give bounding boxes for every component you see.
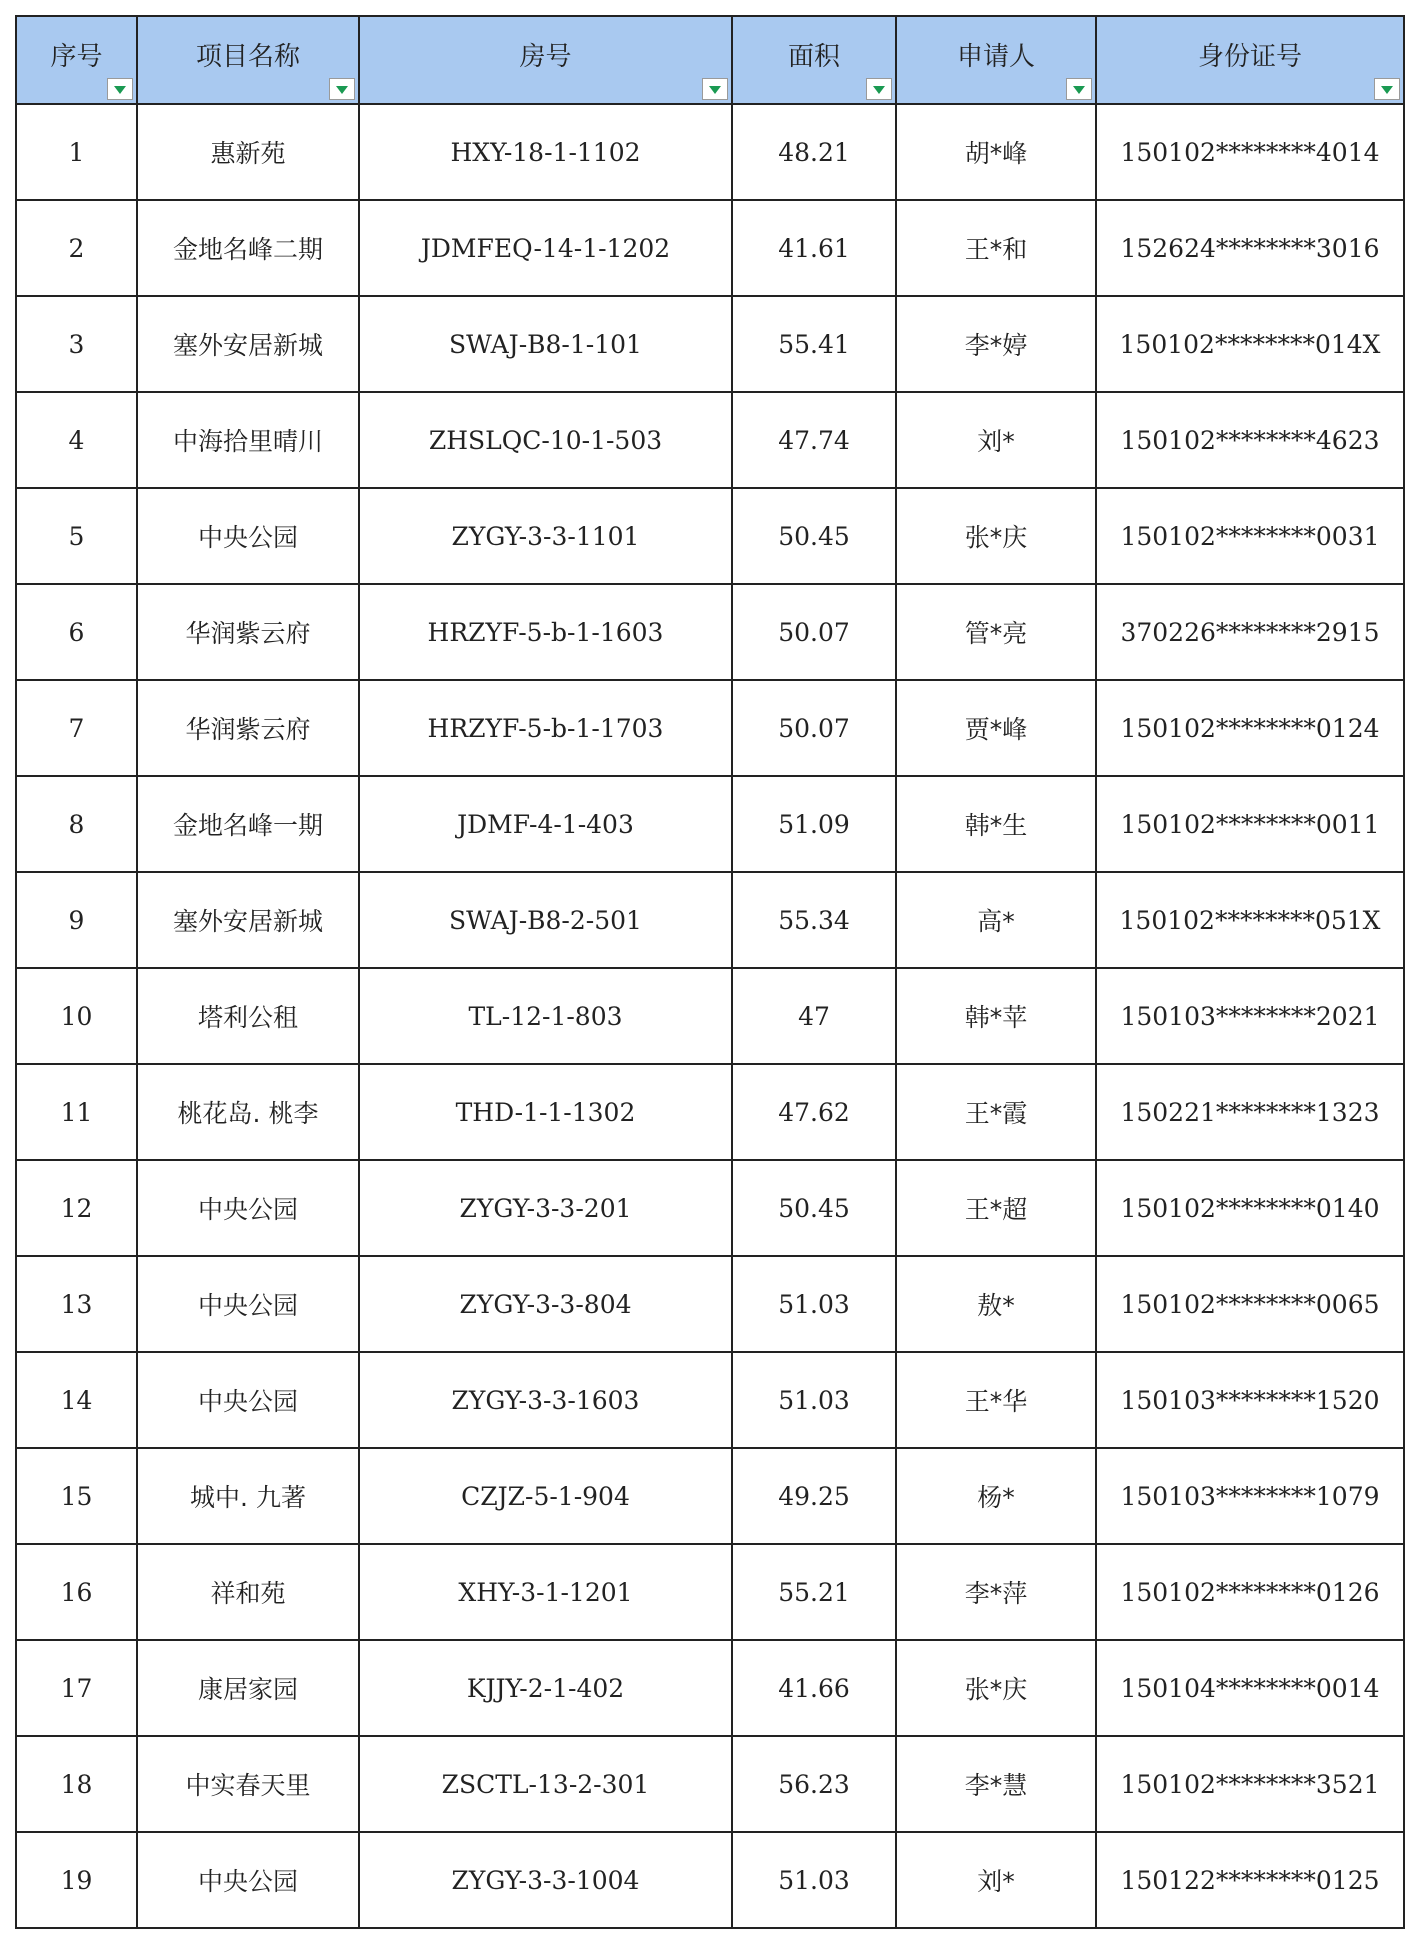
cell-applicant[interactable]: 李*婷 (896, 296, 1096, 392)
cell-no[interactable]: 10 (16, 968, 137, 1064)
cell-applicant[interactable]: 李*慧 (896, 1736, 1096, 1832)
filter-dropdown-icon[interactable] (1066, 78, 1092, 100)
cell-id-number[interactable]: 150102********4014 (1096, 104, 1404, 200)
cell-project[interactable]: 华润紫云府 (137, 584, 359, 680)
cell-id-number[interactable]: 150221********1323 (1096, 1064, 1404, 1160)
cell-applicant[interactable]: 敖* (896, 1256, 1096, 1352)
cell-applicant[interactable]: 韩*苹 (896, 968, 1096, 1064)
header-area (732, 16, 896, 104)
cell-no[interactable]: 18 (16, 1736, 137, 1832)
table-row (16, 296, 1404, 392)
cell-room[interactable]: ZHSLQC-10-1-503 (359, 392, 732, 488)
cell-area[interactable]: 48.21 (732, 104, 896, 200)
header-room (359, 16, 732, 104)
cell-area[interactable]: 47 (732, 968, 896, 1064)
cell-room[interactable]: ZYGY-3-3-804 (359, 1256, 732, 1352)
cell-id-number[interactable]: 150102********051X (1096, 872, 1404, 968)
header-label: 申请人 (956, 41, 1035, 72)
cell-id-number[interactable]: 150102********3521 (1096, 1736, 1404, 1832)
cell-applicant[interactable]: 管*亮 (896, 584, 1096, 680)
cell-applicant[interactable]: 张*庆 (896, 1640, 1096, 1736)
header-label: 房号 (519, 41, 572, 72)
header-id-number (1096, 16, 1404, 104)
cell-project[interactable]: 金地名峰一期 (137, 776, 359, 872)
cell-area[interactable]: 41.61 (732, 200, 896, 296)
cell-area[interactable]: 51.03 (732, 1352, 896, 1448)
table-row (16, 872, 1404, 968)
table-row (16, 104, 1404, 200)
table-row (16, 1448, 1404, 1544)
cell-room[interactable]: CZJZ-5-1-904 (359, 1448, 732, 1544)
header-label: 身份证号 (1197, 41, 1302, 72)
table-row (16, 776, 1404, 872)
cell-no[interactable]: 17 (16, 1640, 137, 1736)
cell-project[interactable]: 康居家园 (137, 1640, 359, 1736)
cell-id-number[interactable]: 150102********0065 (1096, 1256, 1404, 1352)
cell-no[interactable]: 6 (16, 584, 137, 680)
cell-id-number[interactable]: 152624********3016 (1096, 200, 1404, 296)
table-row (16, 680, 1404, 776)
cell-area[interactable]: 51.03 (732, 1256, 896, 1352)
table-row (16, 1064, 1404, 1160)
cell-no[interactable]: 13 (16, 1256, 137, 1352)
cell-applicant[interactable]: 刘* (896, 1832, 1096, 1928)
cell-room[interactable]: ZYGY-3-3-1004 (359, 1832, 732, 1928)
cell-no[interactable]: 4 (16, 392, 137, 488)
cell-room[interactable]: HRZYF-5-b-1-1703 (359, 680, 732, 776)
cell-id-number[interactable]: 150103********1520 (1096, 1352, 1404, 1448)
cell-id-number[interactable]: 150102********014X (1096, 296, 1404, 392)
cell-id-number[interactable]: 370226********2915 (1096, 584, 1404, 680)
cell-id-number[interactable]: 150102********0011 (1096, 776, 1404, 872)
cell-id-number[interactable]: 150102********4623 (1096, 392, 1404, 488)
table-row (16, 1544, 1404, 1640)
cell-room[interactable]: ZYGY-3-3-201 (359, 1160, 732, 1256)
table-row (16, 1736, 1404, 1832)
cell-applicant[interactable]: 胡*峰 (896, 104, 1096, 200)
table-row (16, 1640, 1404, 1736)
cell-project[interactable]: 祥和苑 (137, 1544, 359, 1640)
cell-room[interactable]: JDMFEQ-14-1-1202 (359, 200, 732, 296)
table-row (16, 1352, 1404, 1448)
header-label: 面积 (787, 41, 840, 72)
cell-area[interactable]: 51.09 (732, 776, 896, 872)
cell-room[interactable]: ZSCTL-13-2-301 (359, 1736, 732, 1832)
cell-project[interactable]: 中实春天里 (137, 1736, 359, 1832)
cell-room[interactable]: JDMF-4-1-403 (359, 776, 732, 872)
cell-project[interactable]: 中央公园 (137, 488, 359, 584)
cell-applicant[interactable]: 高* (896, 872, 1096, 968)
cell-project[interactable]: 中央公园 (137, 1256, 359, 1352)
table-row (16, 968, 1404, 1064)
table-row (16, 488, 1404, 584)
table-row (16, 200, 1404, 296)
cell-id-number[interactable]: 150104********0014 (1096, 1640, 1404, 1736)
cell-no[interactable]: 11 (16, 1064, 137, 1160)
table-row (16, 1832, 1404, 1928)
cell-no[interactable]: 15 (16, 1448, 137, 1544)
cell-id-number[interactable]: 150103********2021 (1096, 968, 1404, 1064)
cell-room[interactable]: SWAJ-B8-2-501 (359, 872, 732, 968)
table-row (16, 392, 1404, 488)
header-applicant (896, 16, 1096, 104)
cell-area[interactable]: 50.07 (732, 584, 896, 680)
cell-id-number[interactable]: 150102********0126 (1096, 1544, 1404, 1640)
filter-dropdown-icon[interactable] (702, 78, 728, 100)
allocation-table (15, 15, 1405, 1929)
cell-area[interactable]: 47.74 (732, 392, 896, 488)
cell-no[interactable]: 8 (16, 776, 137, 872)
cell-area[interactable]: 50.07 (732, 680, 896, 776)
cell-room[interactable]: HRZYF-5-b-1-1603 (359, 584, 732, 680)
cell-applicant[interactable]: 韩*生 (896, 776, 1096, 872)
cell-room[interactable]: ZYGY-3-3-1101 (359, 488, 732, 584)
cell-project[interactable]: 塞外安居新城 (137, 872, 359, 968)
table-row (16, 1160, 1404, 1256)
cell-applicant[interactable]: 刘* (896, 392, 1096, 488)
cell-project[interactable]: 中央公园 (137, 1160, 359, 1256)
cell-area[interactable]: 47.62 (732, 1064, 896, 1160)
cell-applicant[interactable]: 杨* (896, 1448, 1096, 1544)
cell-project[interactable]: 华润紫云府 (137, 680, 359, 776)
cell-room[interactable]: XHY-3-1-1201 (359, 1544, 732, 1640)
cell-project[interactable]: 中央公园 (137, 1352, 359, 1448)
cell-id-number[interactable]: 150122********0125 (1096, 1832, 1404, 1928)
cell-applicant[interactable]: 王*华 (896, 1352, 1096, 1448)
cell-no[interactable]: 2 (16, 200, 137, 296)
cell-no[interactable]: 12 (16, 1160, 137, 1256)
cell-no[interactable]: 14 (16, 1352, 137, 1448)
header-row (16, 16, 1404, 104)
cell-area[interactable]: 50.45 (732, 488, 896, 584)
cell-room[interactable]: TL-12-1-803 (359, 968, 732, 1064)
cell-applicant[interactable]: 李*萍 (896, 1544, 1096, 1640)
cell-room[interactable]: HXY-18-1-1102 (359, 104, 732, 200)
cell-applicant[interactable]: 王*超 (896, 1160, 1096, 1256)
cell-applicant[interactable]: 张*庆 (896, 488, 1096, 584)
filter-dropdown-icon[interactable] (329, 78, 355, 100)
cell-project[interactable]: 金地名峰二期 (137, 200, 359, 296)
cell-area[interactable]: 55.21 (732, 1544, 896, 1640)
cell-area[interactable]: 50.45 (732, 1160, 896, 1256)
table-body (16, 104, 1404, 1928)
cell-project[interactable]: 中海拾里晴川 (137, 392, 359, 488)
cell-id-number[interactable]: 150103********1079 (1096, 1448, 1404, 1544)
filter-dropdown-icon[interactable] (866, 78, 892, 100)
cell-no[interactable]: 7 (16, 680, 137, 776)
cell-id-number[interactable]: 150102********0124 (1096, 680, 1404, 776)
cell-no[interactable]: 19 (16, 1832, 137, 1928)
cell-applicant[interactable]: 王*和 (896, 200, 1096, 296)
header-project (137, 16, 359, 104)
cell-applicant[interactable]: 王*霞 (896, 1064, 1096, 1160)
cell-area[interactable]: 51.03 (732, 1832, 896, 1928)
cell-id-number[interactable]: 150102********0140 (1096, 1160, 1404, 1256)
cell-area[interactable]: 56.23 (732, 1736, 896, 1832)
cell-no[interactable]: 9 (16, 872, 137, 968)
cell-applicant[interactable]: 贾*峰 (896, 680, 1096, 776)
cell-room[interactable]: THD-1-1-1302 (359, 1064, 732, 1160)
cell-project[interactable]: 桃花岛. 桃李 (137, 1064, 359, 1160)
cell-project[interactable]: 塔利公租 (137, 968, 359, 1064)
cell-area[interactable]: 49.25 (732, 1448, 896, 1544)
cell-area[interactable]: 41.66 (732, 1640, 896, 1736)
header-no (16, 16, 137, 104)
cell-project[interactable]: 惠新苑 (137, 104, 359, 200)
cell-id-number[interactable]: 150102********0031 (1096, 488, 1404, 584)
cell-project[interactable]: 城中. 九著 (137, 1448, 359, 1544)
header-label: 项目名称 (195, 41, 300, 72)
cell-area[interactable]: 55.34 (732, 872, 896, 968)
cell-no[interactable]: 16 (16, 1544, 137, 1640)
cell-project[interactable]: 塞外安居新城 (137, 296, 359, 392)
header-label: 序号 (50, 41, 103, 72)
filter-dropdown-icon[interactable] (107, 78, 133, 100)
filter-dropdown-icon[interactable] (1374, 78, 1400, 100)
cell-no[interactable]: 3 (16, 296, 137, 392)
table-row (16, 1256, 1404, 1352)
cell-room[interactable]: SWAJ-B8-1-101 (359, 296, 732, 392)
cell-no[interactable]: 1 (16, 104, 137, 200)
cell-area[interactable]: 55.41 (732, 296, 896, 392)
cell-project[interactable]: 中央公园 (137, 1832, 359, 1928)
cell-room[interactable]: KJJY-2-1-402 (359, 1640, 732, 1736)
table-row (16, 584, 1404, 680)
cell-no[interactable]: 5 (16, 488, 137, 584)
cell-room[interactable]: ZYGY-3-3-1603 (359, 1352, 732, 1448)
